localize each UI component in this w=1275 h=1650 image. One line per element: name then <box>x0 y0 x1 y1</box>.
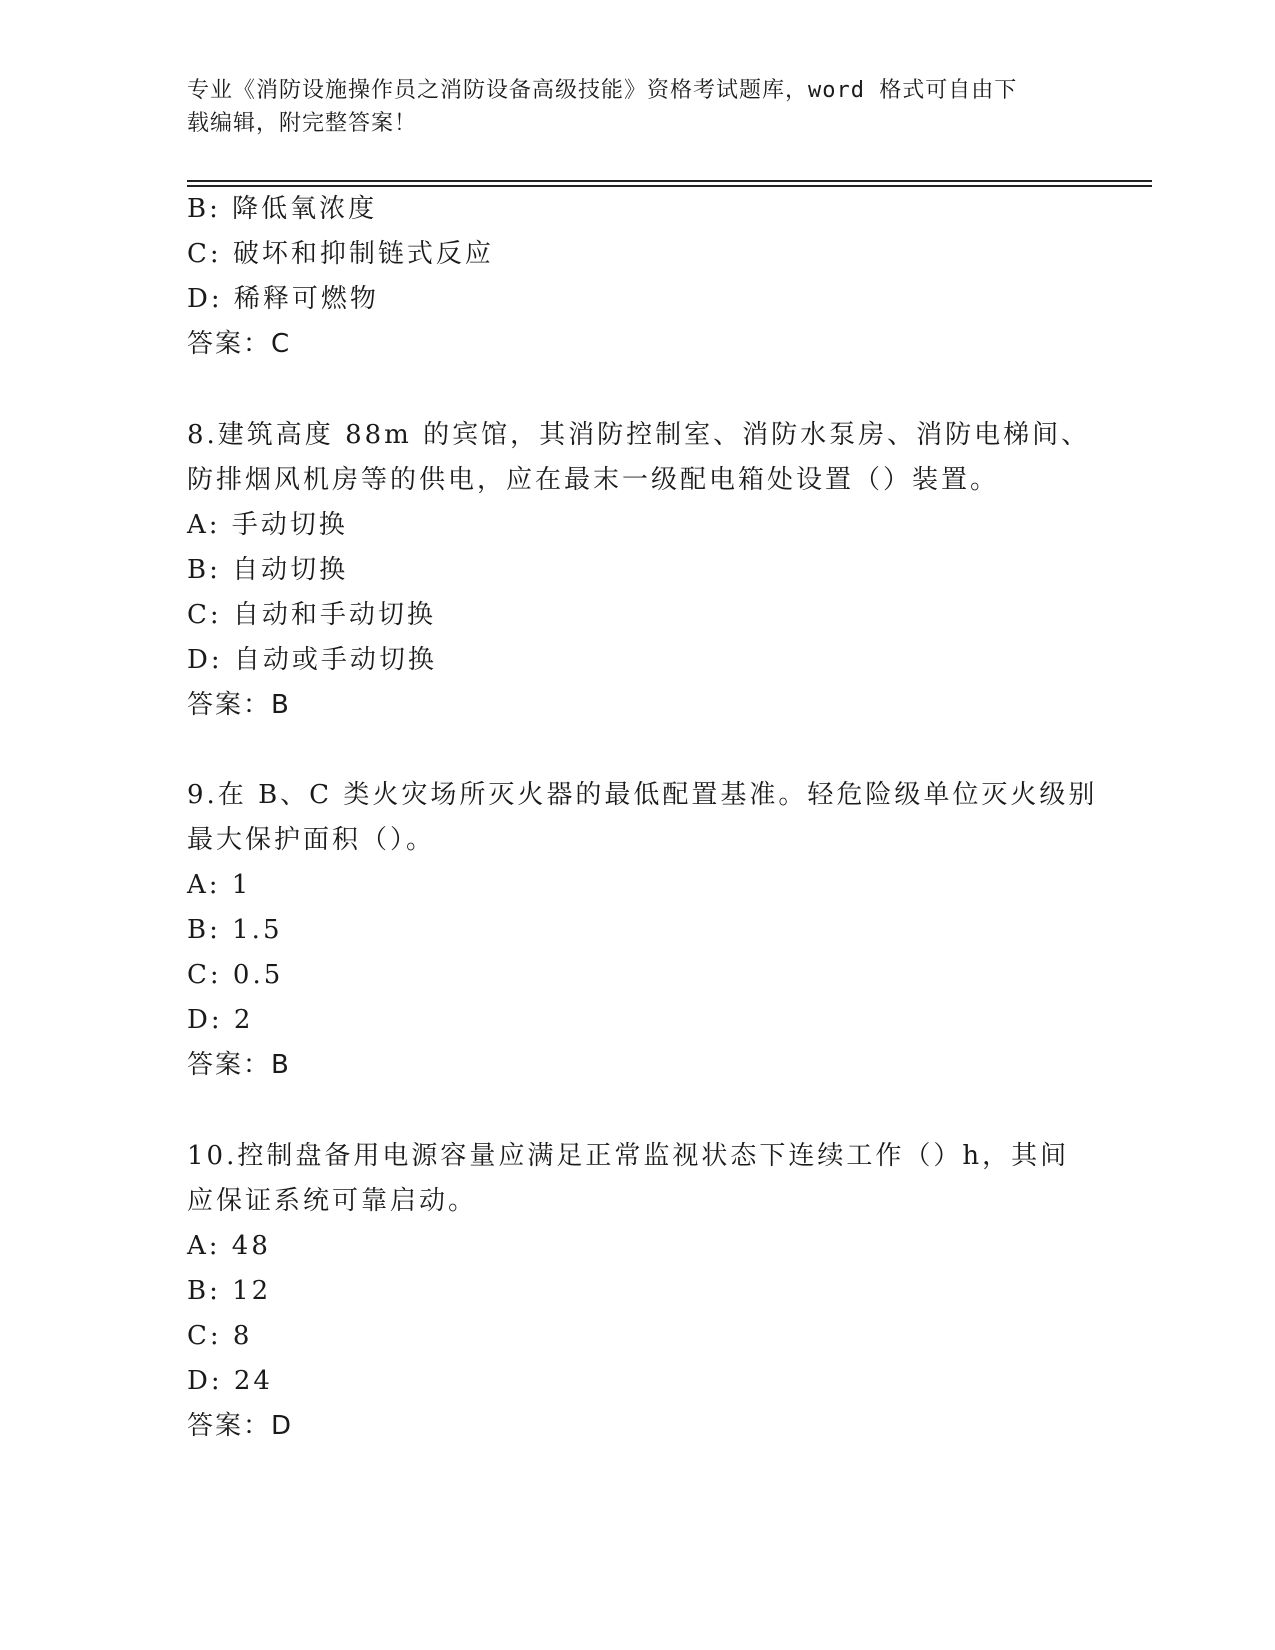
question-8-option-c: C: 自动和手动切换 <box>187 600 436 630</box>
prev-answer: 答案：C <box>187 329 292 359</box>
document-header <box>187 74 1067 140</box>
question-9-answer: 答案：B <box>187 1050 291 1080</box>
question-8-stem-line-1: 8.建筑高度 88m 的宾馆，其消防控制室、消防水泵房、消防电梯间、 <box>187 420 1091 450</box>
question-10-option-b: B: 12 <box>187 1276 272 1306</box>
header-line-2: 载编辑，附完整答案！ <box>187 111 418 136</box>
header-line-1: 专业《消防设施操作员之消防设备高级技能》资格考试题库，word 格式可自由下 <box>187 78 1018 103</box>
question-10-option-c: C: 8 <box>187 1321 253 1351</box>
prev-option-c: C: 破坏和抑制链式反应 <box>187 239 494 269</box>
question-10-option-a: A: 48 <box>187 1231 271 1261</box>
prev-option-b: B: 降低氧浓度 <box>187 194 378 224</box>
header-divider-bottom <box>187 185 1152 187</box>
header-divider-top <box>187 180 1152 182</box>
question-8-answer: 答案：B <box>187 690 291 720</box>
question-8-option-d: D: 自动或手动切换 <box>187 645 437 675</box>
question-9-stem-line-2: 最大保护面积（）。 <box>187 825 436 855</box>
question-10-answer: 答案：D <box>187 1411 294 1441</box>
question-9-option-b: B: 1.5 <box>187 915 283 945</box>
question-8-option-b: B: 自动切换 <box>187 555 349 585</box>
question-9-option-a: A: 1 <box>187 870 252 900</box>
question-8-stem-line-2: 防排烟风机房等的供电，应在最末一级配电箱处设置（）装置。 <box>187 465 1000 495</box>
question-9-option-d: D: 2 <box>187 1005 254 1035</box>
question-9-option-c: C: 0.5 <box>187 960 284 990</box>
question-10-option-d: D: 24 <box>187 1366 273 1396</box>
question-10-stem-line-1: 10.控制盘备用电源容量应满足正常监视状态下连续工作（）h，其间 <box>187 1141 1070 1171</box>
question-10-stem-line-2: 应保证系统可靠启动。 <box>187 1186 478 1216</box>
question-8-option-a: A: 手动切换 <box>187 510 348 540</box>
question-9-stem-line-1: 9.在 B、C 类火灾场所灭火器的最低配置基准。轻危险级单位灭火级别 <box>187 780 1098 810</box>
prev-option-d: D: 稀释可燃物 <box>187 284 379 314</box>
